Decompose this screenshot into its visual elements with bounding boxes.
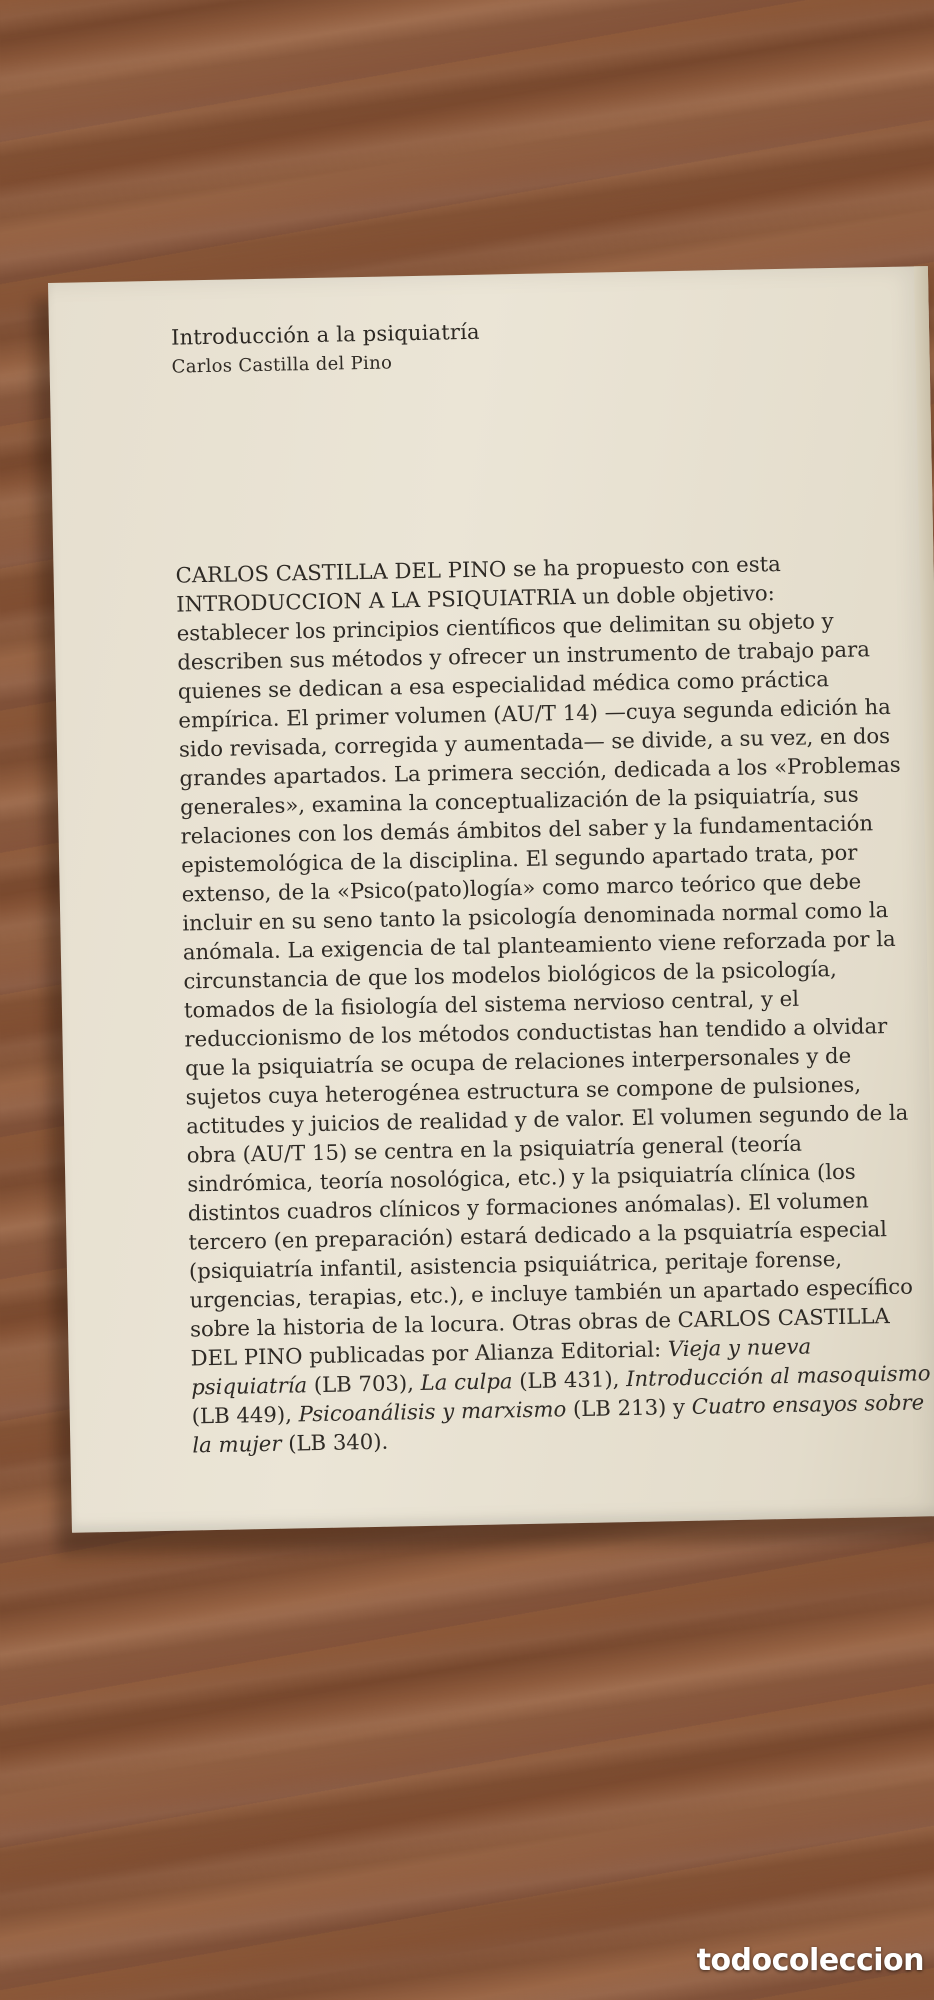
blurb-line: anómala. La exigencia de tal planteamiento viene reforzada por la bbox=[182, 925, 896, 965]
work-title: Vieja y nueva bbox=[667, 1333, 812, 1362]
blurb-line: incluir en su seno tanto la psicología denominada normal como la bbox=[182, 896, 889, 936]
blurb-text: (LB 703), bbox=[306, 1370, 421, 1398]
blurb-text: (LB 340). bbox=[281, 1428, 389, 1456]
work-title: Introducción al masoquismo bbox=[625, 1360, 931, 1392]
blurb-line: quienes se dedican a esa especialidad médica como práctica bbox=[177, 666, 830, 704]
blurb-line: sido revisada, corregida y aumentada— se divide, a su vez, en dos bbox=[178, 722, 891, 762]
blurb-line: circunstancia de que los modelos biológicos de la psicología, bbox=[183, 955, 837, 994]
work-title: la mujer bbox=[192, 1430, 282, 1458]
blurb-line: CARLOS CASTILLA DEL PINO se ha propuesto con esta bbox=[175, 550, 781, 588]
blurb-line: establecer los principios científicos que delimitan su objeto y bbox=[176, 607, 834, 646]
blurb-line: que la psiquiatría se ocupa de relaciones interpersonales y de bbox=[184, 1042, 852, 1081]
blurb-text: DEL PINO publicadas por Alianza Editorial: bbox=[190, 1336, 669, 1371]
blurb-line: obra (AU/T 15) se centra en la psiquiatría general (teoría bbox=[186, 1130, 803, 1168]
blurb-line: INTRODUCCION A LA PSIQUIATRIA un doble objetivo: bbox=[175, 580, 776, 617]
blurb-line: distintos cuadros clínicos y formaciones anómalas). El volumen bbox=[187, 1187, 869, 1226]
blurb-text: (LB 449), bbox=[191, 1401, 299, 1429]
blurb-line: tercero (en preparación) estará dedicado a la psquiatría especial bbox=[188, 1216, 888, 1255]
blurb-line: tomados de la fisiología del sistema nervioso central, y el bbox=[183, 985, 800, 1023]
book-back-cover bbox=[48, 266, 934, 1533]
blurb-line: grandes apartados. La primera sección, dedicada a los «Problemas bbox=[179, 751, 901, 791]
book-author: Carlos Castilla del Pino bbox=[171, 352, 393, 378]
blurb-line: relaciones con los demás ámbitos del saber y la fundamentación bbox=[180, 810, 874, 849]
blurb-line: describen sus métodos y ofrecer un instrumento de trabajo para bbox=[177, 636, 871, 675]
blurb-line: actitudes y juicios de realidad y de valor. El volumen segundo de la bbox=[185, 1099, 909, 1139]
blurb-line: sobre la historia de la locura. Otras obras de CARLOS CASTILLA bbox=[189, 1303, 890, 1342]
blurb-line: generales», examina la conceptualización de la psiquiatría, sus bbox=[179, 781, 859, 820]
blurb-line: sujetos cuya heterogénea estructura se compone de pulsiones, bbox=[185, 1071, 862, 1110]
blurb-line: empírica. El primer volumen (AU/T 14) —cuya segunda edición ha bbox=[178, 693, 892, 733]
blurb-line: extenso, de la «Psico(pato)logía» como marco teórico que debe bbox=[181, 868, 862, 907]
work-title: La culpa bbox=[420, 1368, 513, 1396]
todocoleccion-watermark: todocoleccion bbox=[696, 1943, 924, 1978]
book-page-edge bbox=[914, 266, 934, 1516]
blurb-line: (psiquiatría infantil, asistencia psiquiátrica, peritaje forense, bbox=[188, 1245, 843, 1284]
blurb-line: urgencias, terapias, etc.), e incluye también un apartado específico bbox=[189, 1273, 914, 1313]
book-title: Introducción a la psiquiatría bbox=[170, 319, 481, 350]
work-title: Psicoanálisis y marxismo bbox=[298, 1396, 567, 1427]
blurb-line: epistemológica de la disciplina. El segundo apartado trata, por bbox=[180, 839, 858, 878]
blurb-text: (LB 213) y bbox=[565, 1393, 692, 1422]
blurb-line: sindrómica, teoría nosológica, etc.) y la psiquiatría clínica (los bbox=[187, 1158, 856, 1197]
blurb-line: reduccionismo de los métodos conductistas han tendido a olvidar bbox=[184, 1013, 888, 1052]
work-title: Cuatro ensayos sobre bbox=[691, 1389, 925, 1419]
book-blurb bbox=[175, 547, 931, 1459]
blurb-text: (LB 431), bbox=[512, 1366, 627, 1394]
work-title: psiquiatría bbox=[190, 1372, 308, 1400]
